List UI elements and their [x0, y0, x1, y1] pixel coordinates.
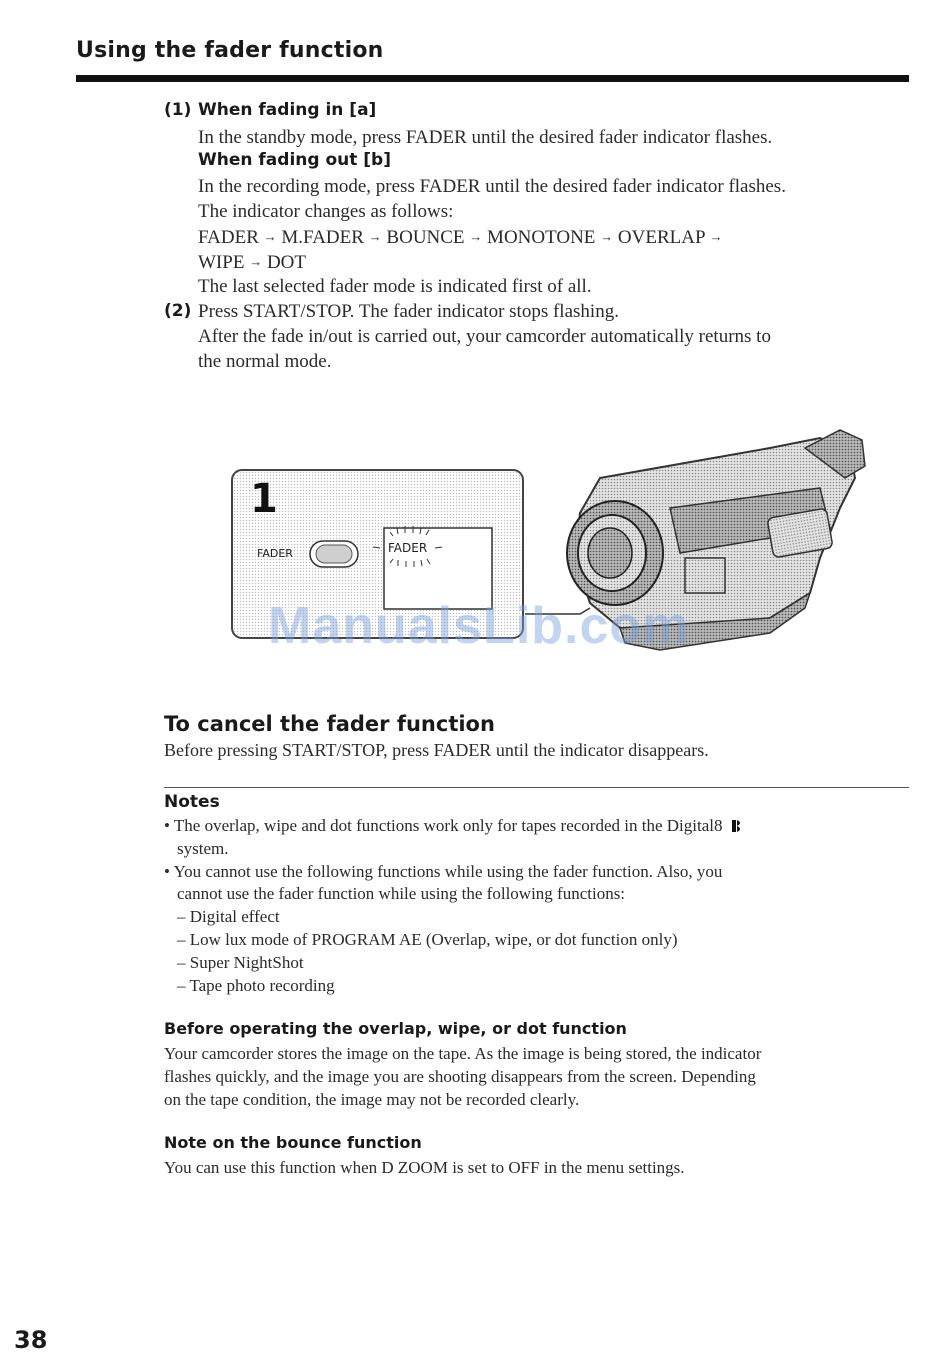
step-2-number: (2) [164, 301, 192, 321]
bounce-note-heading: Note on the bounce function [164, 1133, 422, 1152]
fade-out-text: In the recording mode, press FADER until the desired fader indicator flashes. [198, 176, 786, 197]
page-number: 38 [14, 1326, 48, 1354]
step-2-line-2: After the fade in/out is carried out, your camcorder automatically returns to [198, 326, 771, 347]
fader-button-label: FADER [257, 547, 293, 560]
step-2-line-3: the normal mode. [198, 351, 332, 372]
arrow-right-icon: → [263, 229, 277, 244]
step-1-number: (1) [164, 100, 192, 120]
fade-out-heading: When fading out [b] [198, 150, 391, 170]
changes-text: The indicator changes as follows: [198, 201, 454, 222]
bounce-note-text: You can use this function when D ZOOM is set to OFF in the menu settings. [164, 1158, 685, 1177]
before-operating-line-3: on the tape condition, the image may not be recorded clearly. [164, 1090, 580, 1109]
seq-mfader: M.FADER [281, 227, 364, 248]
note-2-line-1: • You cannot use the following functions while using the fader function. Also, you [164, 862, 723, 881]
fader-sequence-line-2 [198, 249, 306, 275]
page-title: Using the fader function [76, 38, 384, 63]
notes-heading: Notes [164, 792, 220, 812]
seq-bounce: BOUNCE [386, 227, 465, 248]
fade-in-text: In the standby mode, press FADER until the desired fader indicator flashes. [198, 127, 773, 148]
cancel-text: Before pressing START/STOP, press FADER until the indicator disappears. [164, 740, 709, 760]
step-2-line-1: Press START/STOP. The fader indicator stops flashing. [198, 301, 619, 322]
note-2-line-2: cannot use the fader function while using the following functions: [177, 884, 626, 903]
arrow-right-icon: → [368, 229, 382, 244]
note-1-line-2: system. [177, 839, 229, 858]
note-1-text: • The overlap, wipe and dot functions work only for tapes recorded in the Digital8 [164, 816, 723, 835]
note-sub-item: – Super NightShot [177, 953, 304, 972]
last-mode-text: The last selected fader mode is indicated first of all. [198, 276, 592, 297]
seq-fader: FADER [198, 227, 259, 248]
seq-overlap: OVERLAP [617, 227, 705, 248]
seq-monotone: MONOTONE [487, 227, 596, 248]
watermark: ManualsLib.com [268, 597, 690, 655]
notes-divider [164, 787, 909, 788]
note-sub-item: – Tape photo recording [177, 976, 335, 995]
arrow-right-icon: → [249, 254, 263, 269]
digital8-logo-icon [731, 816, 743, 830]
seq-wipe: WIPE [198, 252, 245, 273]
seq-dot: DOT [266, 252, 306, 273]
fader-indicator-label: FADER [388, 541, 428, 555]
arrow-right-icon: → [469, 229, 483, 244]
note-sub-item: – Low lux mode of PROGRAM AE (Overlap, wipe, or dot function only) [177, 930, 678, 949]
note-sub-item: – Digital effect [177, 907, 280, 926]
arrow-right-icon: → [709, 229, 723, 244]
before-operating-line-1: Your camcorder stores the image on the tape. As the image is being stored, the indicator [164, 1044, 762, 1063]
illustration-step-label: 1 [250, 476, 278, 522]
cancel-section-title: To cancel the fader function [164, 712, 495, 736]
header-rule [76, 75, 909, 82]
before-operating-heading: Before operating the overlap, wipe, or dot function [164, 1019, 627, 1038]
note-1-line-1 [164, 814, 743, 837]
fade-in-heading: When fading in [a] [198, 100, 377, 120]
arrow-right-icon: → [600, 229, 614, 244]
fader-sequence-line-1 [198, 224, 723, 250]
before-operating-line-2: flashes quickly, and the image you are shooting disappears from the screen. Depending [164, 1067, 756, 1086]
